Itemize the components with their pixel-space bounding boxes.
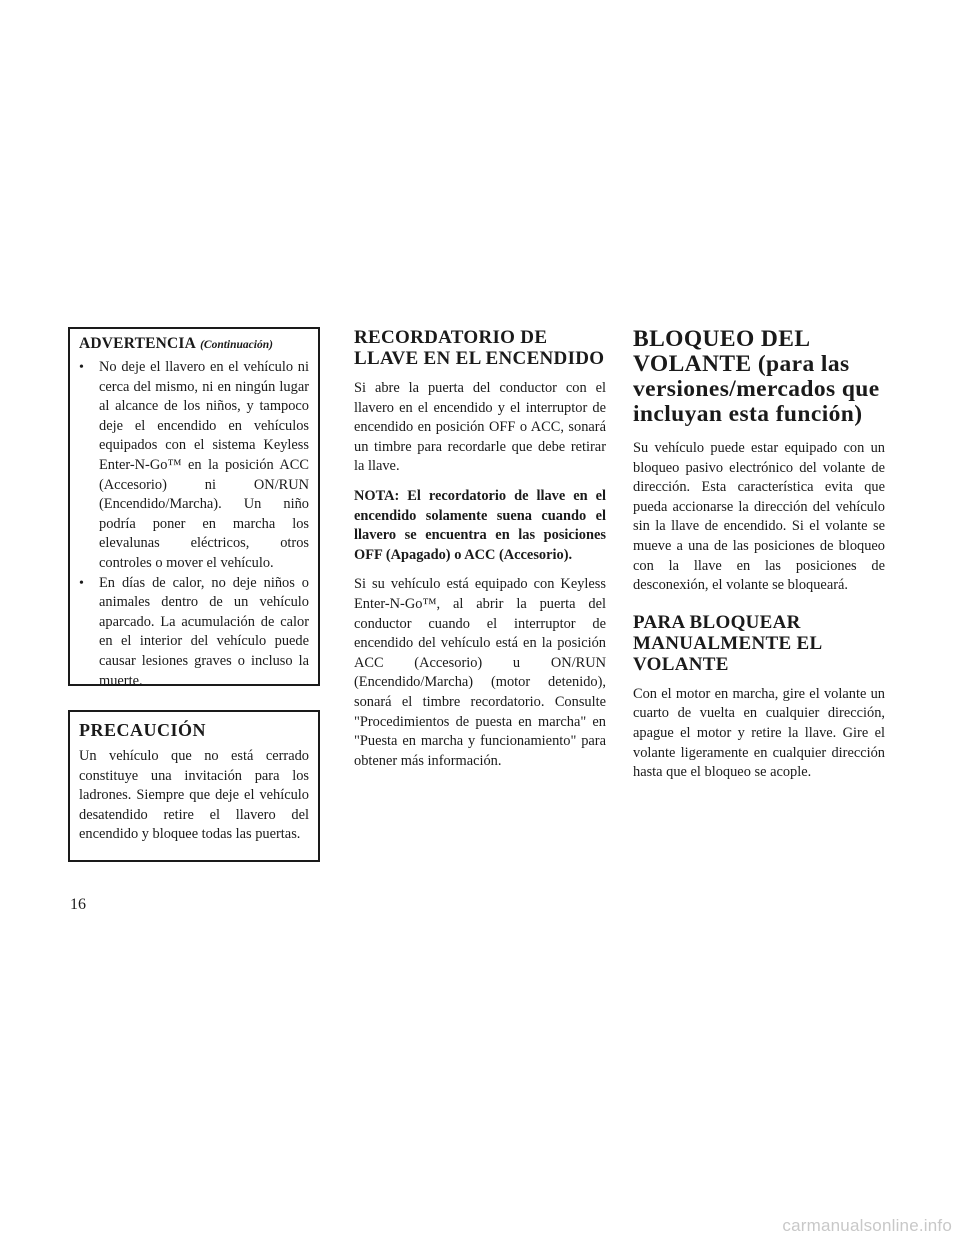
warning-header (79, 335, 309, 353)
middle-column (354, 327, 606, 781)
reminder-note: NOTA: El recordatorio de llave en el encendido solamente suena cuando el llavero se encuentra en las posiciones OFF (Apagado) o ACC (Accesorio). (354, 487, 606, 563)
warning-item (79, 574, 309, 692)
lock-paragraph-1: Su vehículo puede estar equipado con un bloqueo pasivo electrónico del volante de dirección. Esta característica evita que pueda accionarse la dirección del vehículo sin la llave de encendido. Si el volante se mueve a una de las posiciones de bloqueo con la llave en las posiciones de desconexión, el volante se bloqueará. (633, 440, 885, 594)
bullet-icon: • (79, 360, 84, 375)
reminder-heading: RECORDATORIO DE LLAVE EN EL ENCENDIDO (354, 327, 605, 369)
warning-item-text: En días de calor, no deje niños o animales dentro de un vehículo aparcado. La acumulación de calor en el interior del vehículo puede causar lesiones graves o incluso la muerte. (99, 574, 309, 689)
left-column (68, 327, 320, 862)
page-number: 16 (70, 896, 86, 913)
reminder-paragraph-2: Si su vehículo está equipado con Keyless Enter-N-Go™, al abrir la puerta del conductor cuando el interruptor de encendido del vehículo está en la posición ACC (Accesorio) u ON/RUN (Encendido/Marcha) (motor detenido), sonará el timbre recordatorio. Consulte "Procedimientos de puesta en marcha" en "Puesta en marcha y funcionamiento" para obtener más información. (354, 576, 606, 769)
caution-body: Un vehículo que no está cerrado constituye una invitación para los ladrones. Siempre que deje el vehículo desatendido retire el llavero del encendido y bloquee todas las puertas. (79, 748, 309, 843)
warning-item-text: No deje el llavero en el vehículo ni cerca del mismo, ni en ningún lugar al alcance de los niños, y tampoco deje el encendido en vehículos equipados con el sistema Keyless Enter-N-Go™ en la posición ACC (Accesorio) ni ON/RUN (Encendido/Marcha). Un niño podría poner en marcha los elevalunas eléctricos, otros controles o mover el vehículo. (99, 359, 309, 571)
warning-title: ADVERTENCIA (79, 335, 197, 352)
watermark: carmanualsonline.info (782, 1216, 952, 1235)
manual-lock-heading: PARA BLOQUEAR MANUALMENTE EL VOLANTE (633, 611, 822, 675)
caution-box (68, 710, 320, 862)
right-column (633, 327, 885, 793)
warning-item (79, 358, 309, 574)
bullet-icon: • (79, 575, 84, 591)
warning-subtitle: (Continuación) (200, 339, 273, 351)
warning-list (79, 358, 309, 691)
caution-title: PRECAUCIÓN (79, 720, 207, 740)
lock-heading: BLOQUEO DEL VOLANTE (para las versiones/mercados que incluyan esta función) (633, 326, 880, 427)
manual-lock-paragraph: Con el motor en marcha, gire el volante un cuarto de vuelta en cualquier dirección, apague el motor y retire la llave. Gire el volante ligeramente en cualquier dirección hasta que el bloqueo se acople. (633, 685, 885, 781)
warning-box (68, 327, 320, 689)
reminder-paragraph-1: Si abre la puerta del conductor con el llavero en el encendido y el interruptor de encendido en posición OFF o ACC, sonará un timbre para recordarle que debe retirar la llave. (354, 380, 606, 475)
